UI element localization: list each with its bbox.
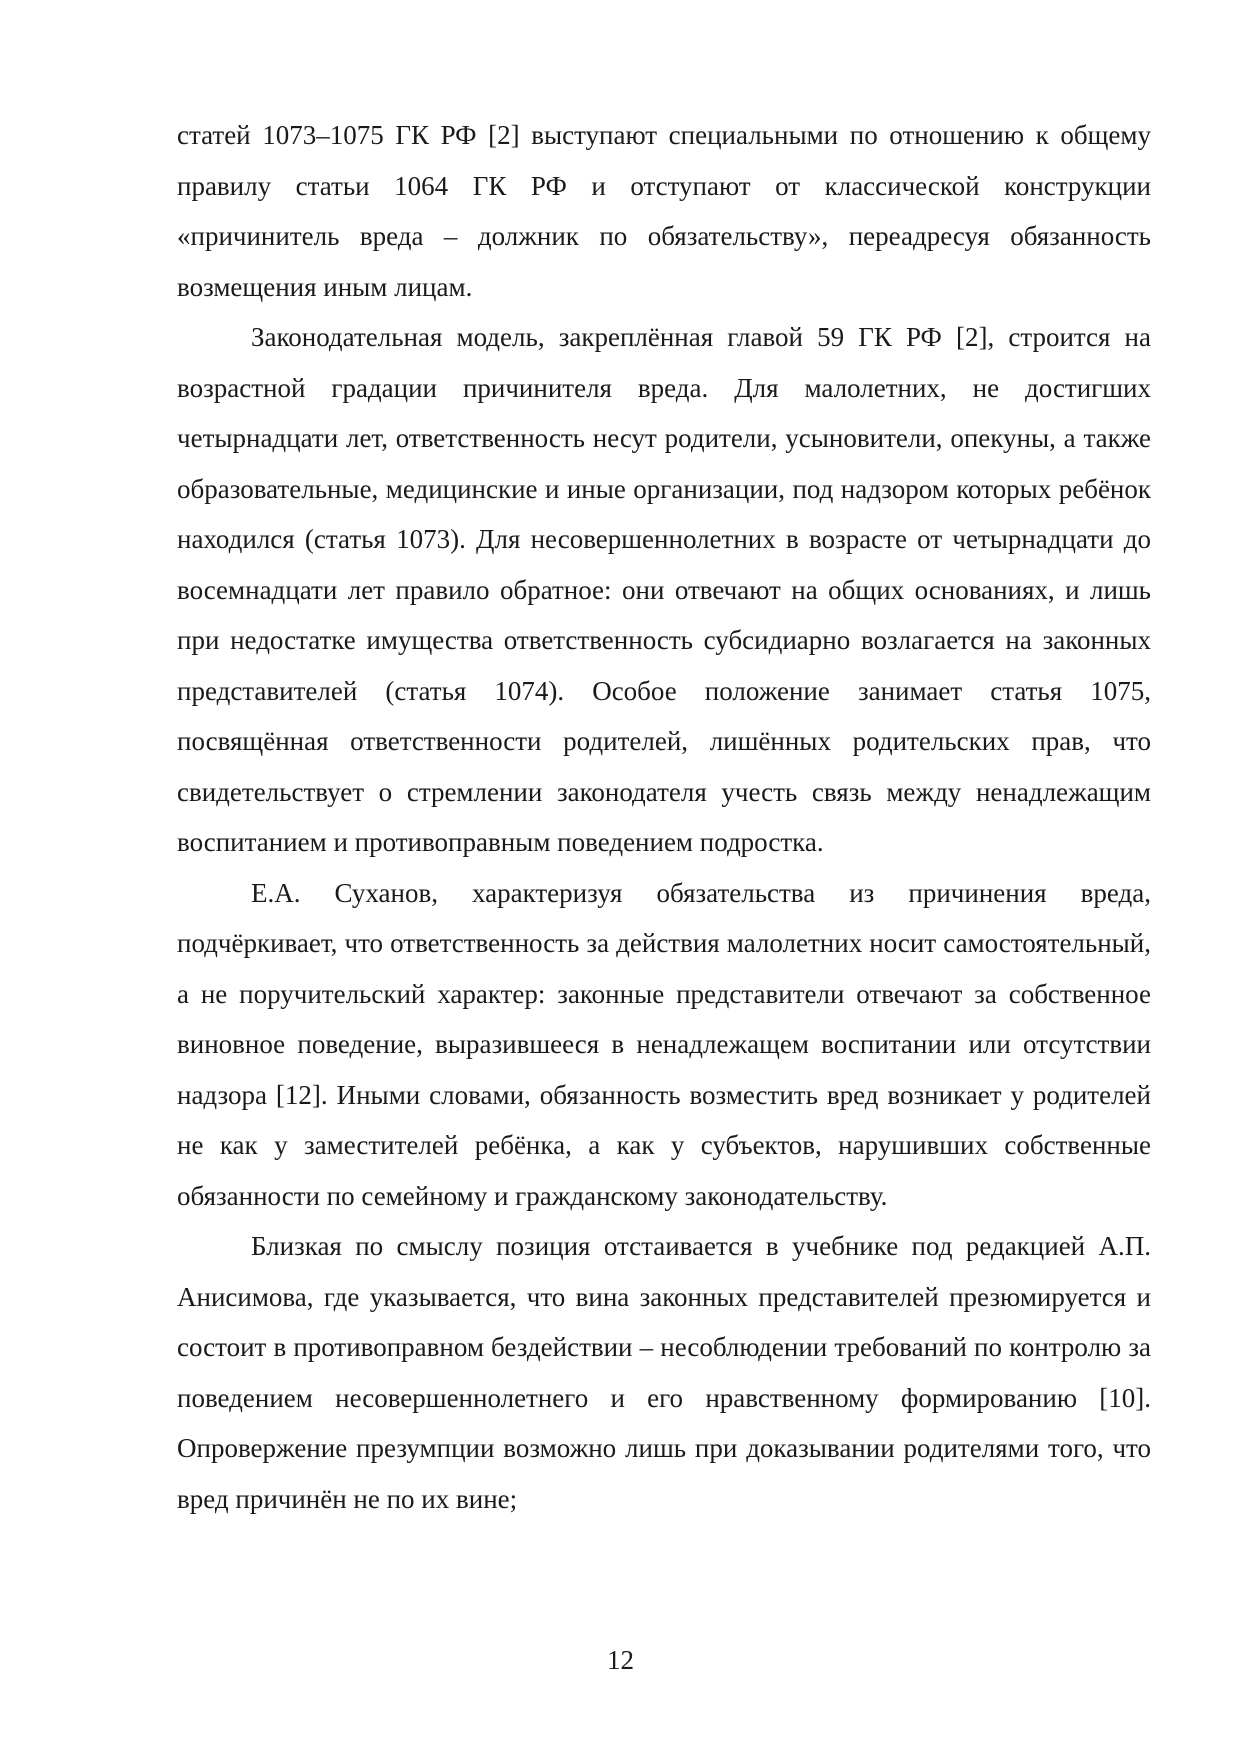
body-text: [177, 110, 1151, 1524]
page-number: 12: [607, 1645, 634, 1675]
paragraph-2: Законодательная модель, закреплённая главой 59 ГК РФ [2], строится на возрастной градации причинителя вреда. Для малолетних, не достигших четырнадцати лет, ответственность несут родители, усыновители, опекуны, а также образовательные, медицинские и иные организации, под надзором которых ребёнок находился (статья 1073). Для несовершеннолетних в возрасте от четырнадцати до восемнадцати лет правило обратное: они отвечают на общих основаниях, и лишь при недостатке имущества ответственность субсидиарно возлагается на законных представителей (статья 1074). Особое положение занимает статья 1075, посвящённая ответственности родителей, лишённых родительских прав, что свидетельствует о стремлении законодателя учесть связь между ненадлежащим воспитанием и противоправным поведением подростка.: [177, 322, 1151, 857]
paragraph-3: Е.А. Суханов, характеризуя обязательства из причинения вреда, подчёркивает, что ответственность за действия малолетних носит самостоятельный, а не поручительский характер: законные представители отвечают за собственное виновное поведение, выразившееся в ненадлежащем воспитании или отсутствии надзора [12]. Иными словами, обязанность возместить вред возникает у родителей не как у заместителей ребёнка, а как у субъектов, нарушивших собственные обязанности по семейному и гражданскому законодательству.: [177, 877, 1151, 1211]
paragraph-4: Близкая по смыслу позиция отстаивается в учебнике под редакцией А.П. Анисимова, где указывается, что вина законных представителей презюмируется и состоит в противоправном бездействии – несоблюдении требований по контролю за поведением несовершеннолетнего и его нравственному формированию [10]. Опровержение презумпции возможно лишь при доказывании родителями того, что вред причинён не по их вине;: [177, 1231, 1151, 1514]
paragraph-1: статей 1073–1075 ГК РФ [2] выступают специальными по отношению к общему правилу статьи 1064 ГК РФ и отступают от классической конструкции «причинитель вреда – должник по обязательству», переадресуя обязанность возмещения иным лицам.: [177, 120, 1151, 302]
